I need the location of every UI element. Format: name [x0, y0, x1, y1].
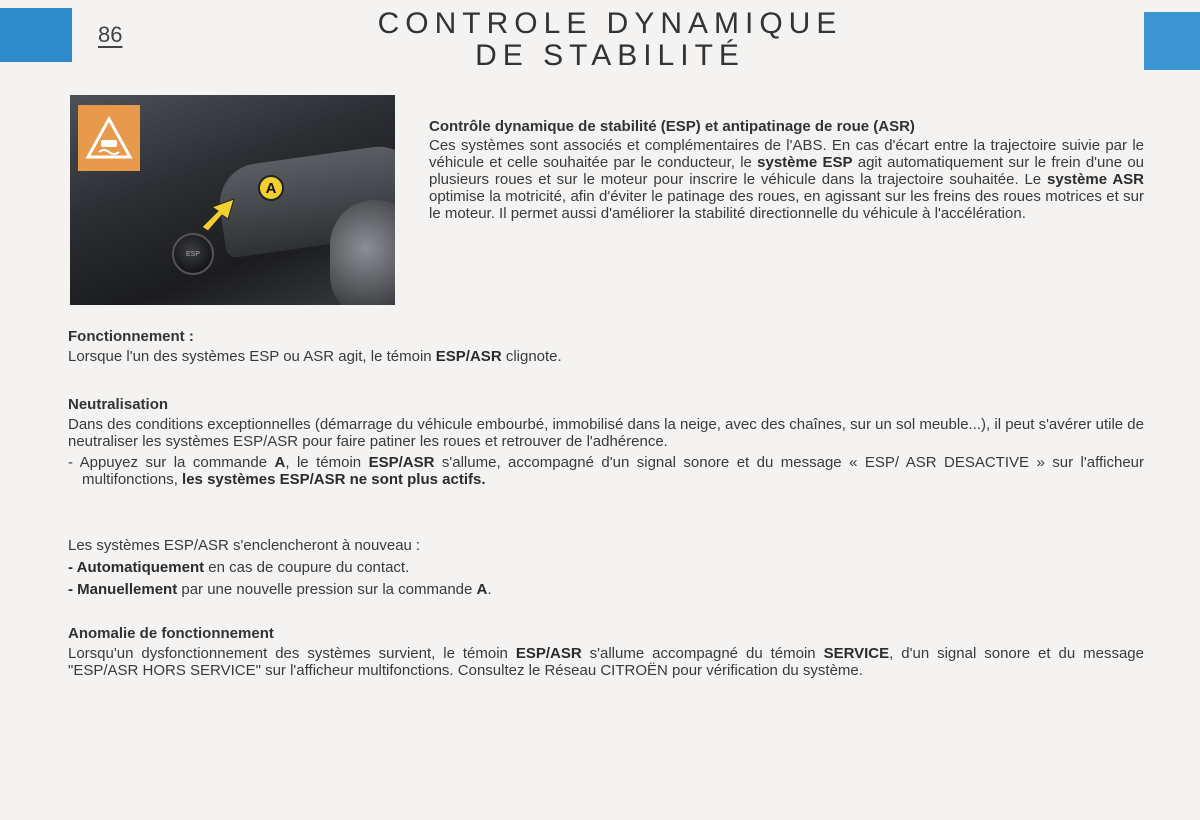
- reactivation-intro: Les systèmes ESP/ASR s'enclencheront à nouveau :: [68, 537, 421, 554]
- reactivation-section: [68, 535, 1144, 601]
- chapter-tab-left: [0, 8, 72, 62]
- chapter-tab-right: [1144, 12, 1200, 70]
- gear-knob: [330, 200, 395, 305]
- neutralisation-section: [68, 396, 1144, 488]
- esp-warning-icon: [78, 105, 140, 171]
- title-line-2: DE STABILITÉ: [475, 39, 745, 72]
- page-number: 86: [98, 22, 123, 47]
- fonctionnement-section: [68, 328, 1144, 365]
- title-line-1: CONTROLE DYNAMIQUE: [377, 7, 843, 40]
- reactivation-item-auto: - Automatiquement en cas de coupure du contact.: [68, 559, 410, 576]
- fonctionnement-heading: Fonctionnement :: [68, 328, 194, 345]
- label-a-badge: A: [258, 175, 284, 201]
- intro-heading: Contrôle dynamique de stabilité (ESP) et antipatinage de roue (ASR): [429, 118, 915, 135]
- intro-section: [429, 118, 1144, 222]
- anomalie-paragraph: Lorsqu'un dysfonctionnement des systèmes survient, le témoin ESP/ASR s'allume accompagné du témoin SERVICE, d'un signal sonore et du message "ESP/ASR HORS SERVICE" sur l'afficheur multifonctions. Consultez le Réseau CITROËN pour vérification du système.: [68, 645, 1144, 679]
- anomalie-section: [68, 625, 1144, 679]
- reactivation-item-manual: - Manuellement par une nouvelle pression sur la commande A.: [68, 581, 492, 598]
- intro-paragraph: Ces systèmes sont associés et complémentaires de l'ABS. En cas d'écart entre la trajectoire suivie par le véhicule et celle souhaitée par le conducteur, le système ESP agit automatiquement sur le frein d'une ou plusieurs roues et sur le moteur pour inscrire le véhicule dans la trajectoire souhaitée. Le système ASR optimise la motricité, afin d'éviter le patinage des roues, en agissant sur les freins des roues motrices et sur le moteur. Il permet aussi d'améliorer la stabilité directionnelle du véhicule à l'accélération.: [429, 137, 1145, 222]
- anomalie-heading: Anomalie de fonctionnement: [68, 625, 274, 642]
- neutralisation-step: - Appuyez sur la commande A, le témoin ESP/ASR s'allume, accompagné d'un signal sonore et du message « ESP/ ASR DESACTIVE » sur l'afficheur multifonctions, les systèmes ESP/ASR ne sont plus actifs.: [68, 454, 1144, 488]
- page-title: [270, 8, 950, 72]
- esp-button: ESP: [172, 233, 214, 275]
- neutralisation-heading: Neutralisation: [68, 396, 169, 413]
- fonctionnement-paragraph: Lorsque l'un des systèmes ESP ou ASR agit, le témoin ESP/ASR clignote.: [68, 348, 562, 365]
- pointer-arrow-icon: [200, 191, 260, 231]
- esp-button-photo: [70, 95, 395, 305]
- neutralisation-paragraph: Dans des conditions exceptionnelles (démarrage du véhicule embourbé, immobilisé dans la neige, avec des chaînes, sur un sol meuble...), il peut s'avérer utile de neutraliser les systèmes ESP/ASR pour faire patiner les roues et retrouver de l'adhérence.: [68, 416, 1144, 450]
